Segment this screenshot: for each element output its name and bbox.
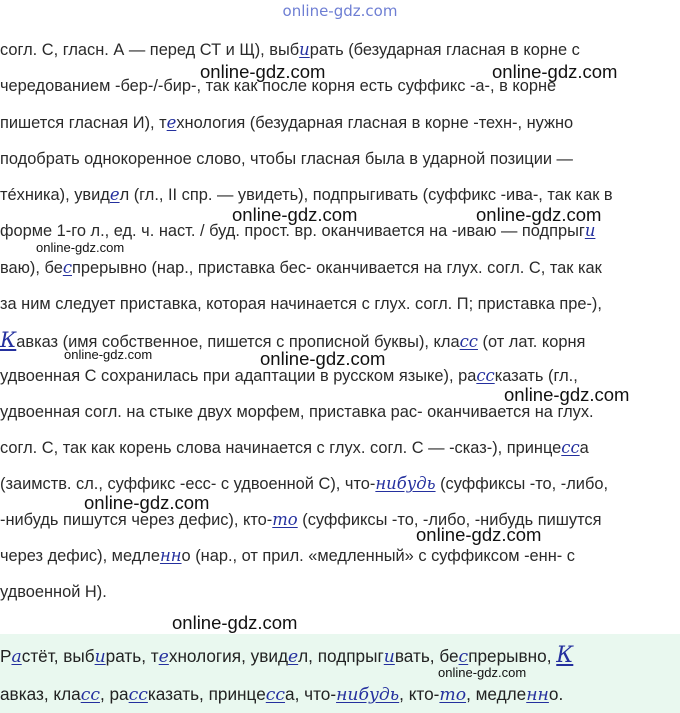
answer-text: о. <box>548 684 564 704</box>
header-watermark: online-gdz.com <box>282 2 398 20</box>
highlighted-letters: сс <box>128 685 148 705</box>
highlighted-letters: с <box>458 647 469 667</box>
highlighted-letters: К <box>556 643 574 668</box>
highlighted-letters: сс <box>80 685 100 705</box>
text-line: за ним следует приставка, которая начинается с глух. согл. П; приставка пре-), <box>0 295 602 313</box>
watermark: online-gdz.com <box>64 347 153 362</box>
watermark: online-gdz.com <box>172 612 298 633</box>
watermark: online-gdz.com <box>492 61 618 82</box>
answer-text: , медле <box>466 684 527 704</box>
highlighted-letters: сс <box>265 685 286 705</box>
answer-text: рать, т <box>105 646 159 666</box>
text-line: через дефис), медленно (нар., от прил. «медленный» с суффиксом -енн- с <box>0 546 575 565</box>
answer-text: л, подпрыг <box>298 646 384 666</box>
highlighted-letters: то <box>439 685 467 705</box>
watermark: online-gdz.com <box>504 384 630 405</box>
text-line: -нибудь пишутся через дефис), кто-то (суффиксы -то, -либо, -нибудь пишутся <box>0 510 602 529</box>
answer-text: вать, бе <box>394 646 459 666</box>
answer-text: Р <box>0 646 12 666</box>
watermark: online-gdz.com <box>476 204 602 225</box>
text-line: Кавказ (имя собственное, пишется с прописной буквы), класс (от лат. корня <box>0 328 586 352</box>
answer-line-2 <box>0 684 563 705</box>
highlighted-letters: нибудь <box>336 685 400 705</box>
highlighted-letters: нн <box>526 685 549 705</box>
answer-text: казать, принце <box>147 684 266 704</box>
watermark: online-gdz.com <box>438 665 527 680</box>
answer-text: прерывно, <box>468 646 557 666</box>
text-line: (заимств. сл., суффикс -есс- с удвоенной С), что-нибудь (суффиксы -то, -либо, <box>0 474 609 493</box>
watermark: online-gdz.com <box>232 204 358 225</box>
answer-text: хнология, увид <box>168 646 288 666</box>
highlighted-letters: е <box>158 647 169 667</box>
answer-text: а, что- <box>285 684 337 704</box>
text-line: удвоенная согл. на стыке двух морфем, приставка рас- оканчивается на глух. <box>0 403 594 421</box>
highlighted-letters: е <box>287 647 299 667</box>
text-line: удвоенная С сохранилась при адаптации в русском языке), рассказать (гл., <box>0 366 578 385</box>
watermark: online-gdz.com <box>36 240 125 255</box>
text-line: форме 1-го л., ед. ч. наст. / буд. прост. вр. оканчивается на -иваю — подпрыги <box>0 221 596 240</box>
answer-text: стёт, выб <box>21 646 95 666</box>
answer-line-1 <box>0 643 574 668</box>
watermark: online-gdz.com <box>84 492 210 513</box>
watermark: online-gdz.com <box>200 61 326 82</box>
watermark: online-gdz.com <box>260 348 386 369</box>
highlighted-letters: и <box>383 647 395 667</box>
highlighted-letters: а <box>11 647 22 667</box>
text-line: согл. С, так как корень слова начинается с глух. согл. С — -сказ-), принцесса <box>0 438 589 457</box>
text-line: согл. С, гласн. А — перед СТ и Щ), выбирать (безударная гласная в корне с <box>0 40 580 59</box>
text-line: удвоенной Н). <box>0 583 107 601</box>
text-line: пишется гласная И), технология (безударная гласная в корне -техн-, нужно <box>0 113 574 132</box>
text-line: подобрать однокоренное слово, чтобы гласная была в ударной позиции — <box>0 150 573 168</box>
watermark: online-gdz.com <box>416 524 542 545</box>
answer-text: авказ, кла <box>0 684 81 704</box>
answer-text: , кто- <box>399 684 440 704</box>
text-line: ваю), беспрерывно (нар., приставка бес- оканчивается на глух. согл. С, так как <box>0 258 602 277</box>
answer-box <box>0 634 680 713</box>
answer-text: , ра <box>99 684 129 704</box>
text-line: тéхника), увидел (гл., II спр. — увидеть), подпрыгивать (суффикс -ива-, так как в <box>0 185 613 204</box>
text-line: чередованием -бер-/-бир-, так как после корня есть суффикс -а-, в корне <box>0 77 557 95</box>
highlighted-letters: и <box>94 647 106 667</box>
